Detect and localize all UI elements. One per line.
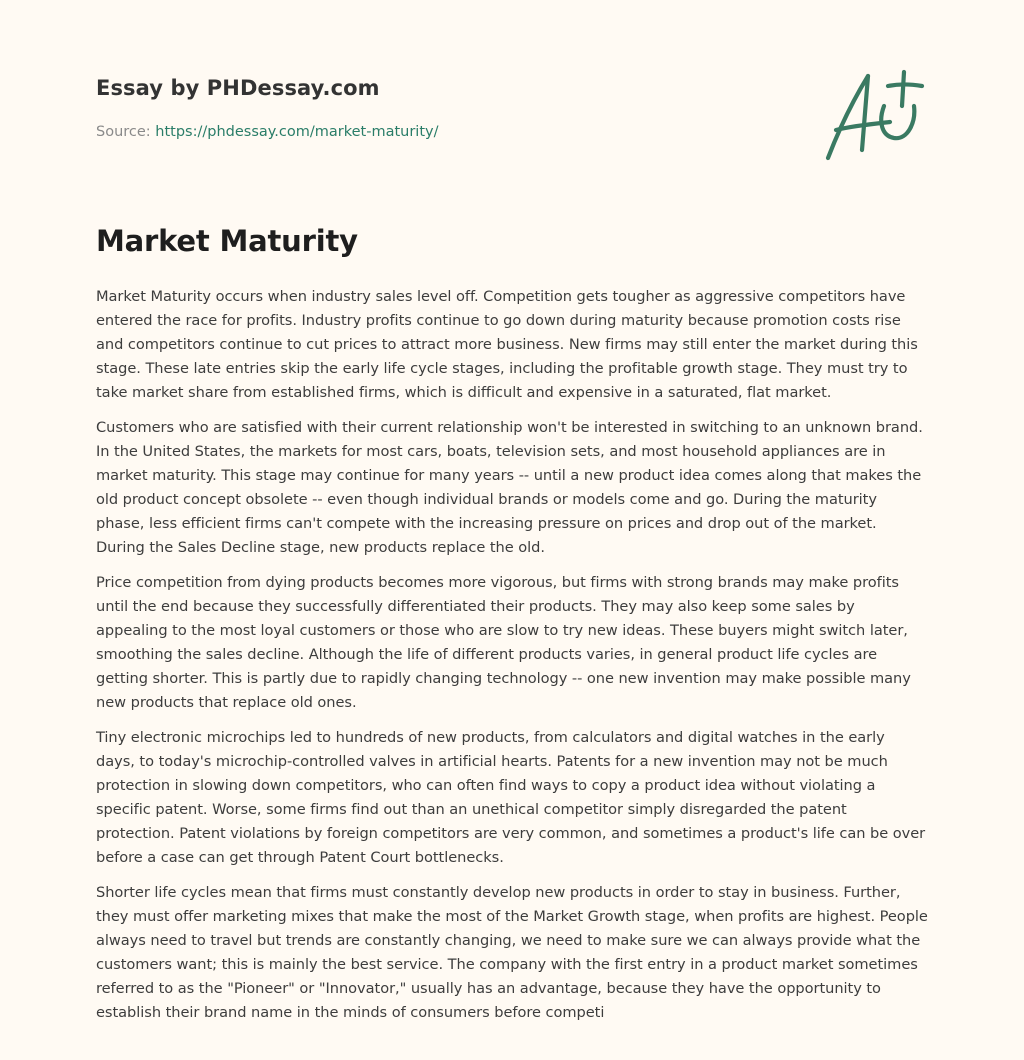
essay-body xyxy=(96,285,928,1036)
essay-paragraph: Customers who are satisfied with their current relationship won't be interested in switching to an unknown brand. In the United States, the markets for most cars, boats, television sets, and most household appliances are in market maturity. This stage may continue for many years -- until a new product idea comes along that makes the old product concept obsolete -- even though individual brands or models come and go. During the maturity phase, less efficient firms can't compete with the increasing pressure on prices and drop out of the market. During the Sales Decline stage, new products replace the old. xyxy=(96,419,923,556)
essay-paragraph: Shorter life cycles mean that firms must constantly develop new products in order to stay in business. Further, they must offer marketing mixes that make the most of the Market Growth stage, when profits are highest. People always need to travel but trends are constantly changing, we need to make sure we can always provide what the customers want; this is mainly the best service. The company with the first entry in a product market sometimes referred to as the "Pioneer" or "Innovator," usually has an advantage, because they have the opportunity to establish their brand name in the minds of consumers before competi xyxy=(96,884,928,1021)
essay-paragraph: Tiny electronic microchips led to hundreds of new products, from calculators and digital watches in the early days, to today's microchip-controlled valves in artificial hearts. Patents for a new invention may not be much protection in slowing down competitors, who can often find ways to copy a product idea without violating a specific patent. Worse, some firms find out than an unethical competitor simply disregarded the patent protection. Patent violations by foreign competitors are very common, and sometimes a product's life can be over before a case can get through Patent Court bottlenecks. xyxy=(96,729,926,866)
a-plus-grade-icon xyxy=(816,66,932,166)
essay-title: Market Maturity xyxy=(96,224,358,258)
source-link[interactable]: https://phdessay.com/market-maturity/ xyxy=(155,124,439,140)
source-line xyxy=(96,124,696,140)
site-title: Essay by PHDessay.com xyxy=(96,76,380,100)
page-header xyxy=(96,76,696,140)
source-label: Source: xyxy=(96,124,156,140)
essay-paragraph: Market Maturity occurs when industry sales level off. Competition gets tougher as aggressive competitors have entered the race for profits. Industry profits continue to go down during maturity because promotion costs rise and competitors continue to cut prices to attract more business. New firms may still enter the market during this stage. These late entries skip the early life cycle stages, including the profitable growth stage. They must try to take market share from established firms, which is difficult and expensive in a saturated, flat market. xyxy=(96,288,918,401)
essay-paragraph: Price competition from dying products becomes more vigorous, but firms with strong brands may make profits until the end because they successfully differentiated their products. They may also keep some sales by appealing to the most loyal customers or those who are slow to try new ideas. These buyers might switch later, smoothing the sales decline. Although the life of different products varies, in general product life cycles are getting shorter. This is partly due to rapidly changing technology -- one new invention may make possible many new products that replace old ones. xyxy=(96,574,911,711)
